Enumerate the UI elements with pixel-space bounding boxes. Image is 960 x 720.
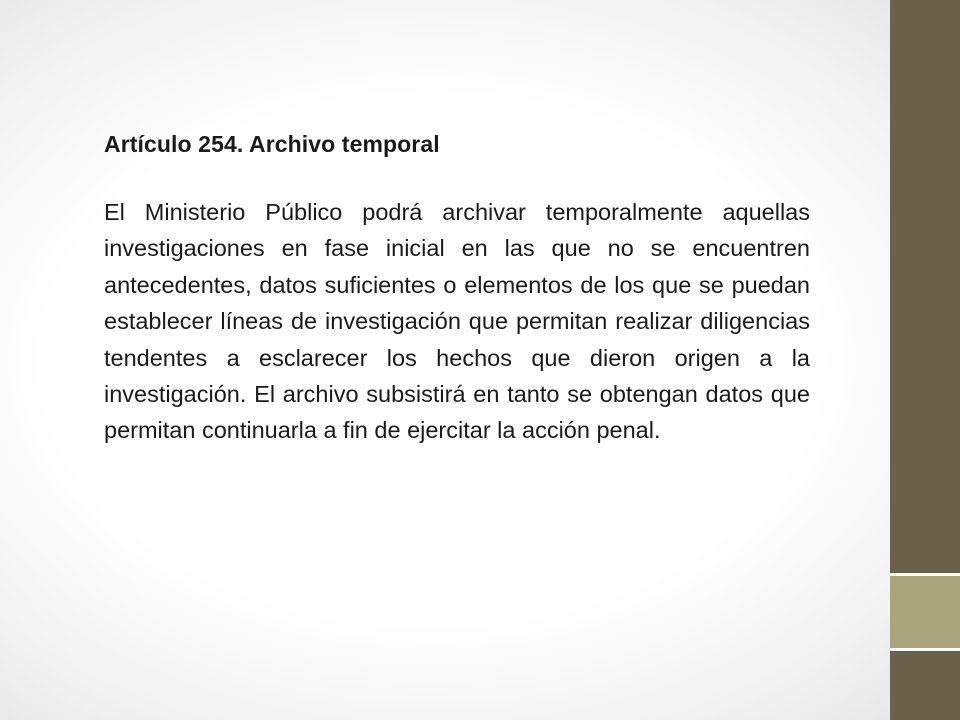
slide-content [104,126,810,449]
sidebar-divider [890,648,960,651]
article-body: El Ministerio Público podrá archivar temporalmente aquellas investigaciones en fase inicial en las que no se encuentren antecedentes, datos suficientes o elementos de los que se puedan establecer líneas de investigación que permitan realizar diligencias tendentes a esclarecer los hechos que dieron origen a la investigación. El archivo subsistirá en tanto se obtengan datos que permitan continuarla a fin de ejercitar la acción penal. [104,199,810,444]
sidebar-accent-block [890,576,960,648]
article-title: Artículo 254. Archivo temporal [104,131,440,157]
